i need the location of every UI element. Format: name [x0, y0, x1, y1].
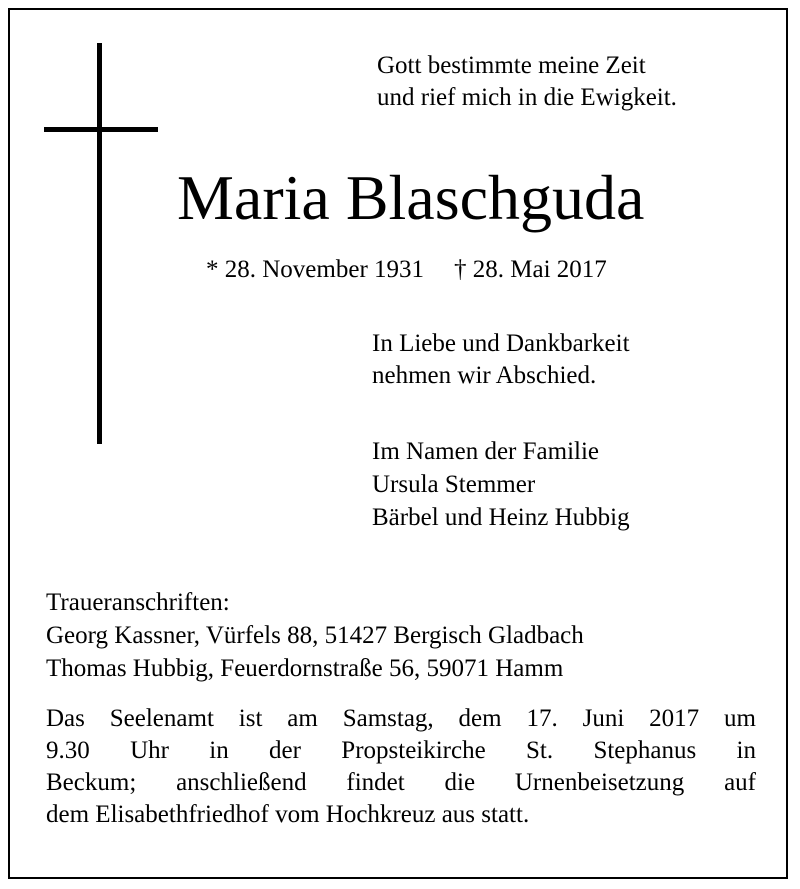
service-line: 9.30 Uhr in der Propsteikirche St. Stephanus in	[46, 737, 756, 764]
service-line: Das Seelenamt ist am Samstag, dem 17. Juni 2017 um	[46, 705, 756, 732]
address-line: Thomas Hubbig, Feuerdornstraße 56, 59071 Hamm	[46, 655, 564, 682]
cross-icon	[97, 43, 102, 444]
life-dates	[206, 254, 607, 286]
farewell-text	[372, 328, 630, 392]
service-line: dem Elisabethfriedhof vom Hochkreuz aus statt.	[46, 801, 530, 828]
farewell-line: nehmen wir Abschied.	[372, 362, 597, 389]
birth-date: * 28. November 1931	[206, 256, 425, 283]
death-date: † 28. Mai 2017	[454, 256, 607, 283]
family-line: Bärbel und Heinz Hubbig	[372, 504, 630, 531]
quote-line: Gott bestimmte meine Zeit	[377, 52, 646, 79]
family-line: Ursula Stemmer	[372, 471, 536, 498]
cross-icon-bar	[44, 127, 158, 132]
farewell-line: In Liebe und Dankbarkeit	[372, 330, 630, 357]
deceased-name: Maria Blaschguda	[177, 162, 645, 233]
quote-verse	[377, 50, 677, 114]
service-details	[46, 703, 756, 831]
quote-line: und rief mich in die Ewigkeit.	[377, 84, 677, 111]
family-signature	[372, 435, 630, 534]
addresses-heading: Traueranschriften:	[46, 589, 230, 616]
address-line: Georg Kassner, Vürfels 88, 51427 Bergisch Gladbach	[46, 622, 584, 649]
family-line: Im Namen der Familie	[372, 438, 600, 465]
service-line: Beckum; anschließend findet die Urnenbeisetzung auf	[46, 769, 756, 796]
condolence-addresses	[46, 586, 584, 685]
